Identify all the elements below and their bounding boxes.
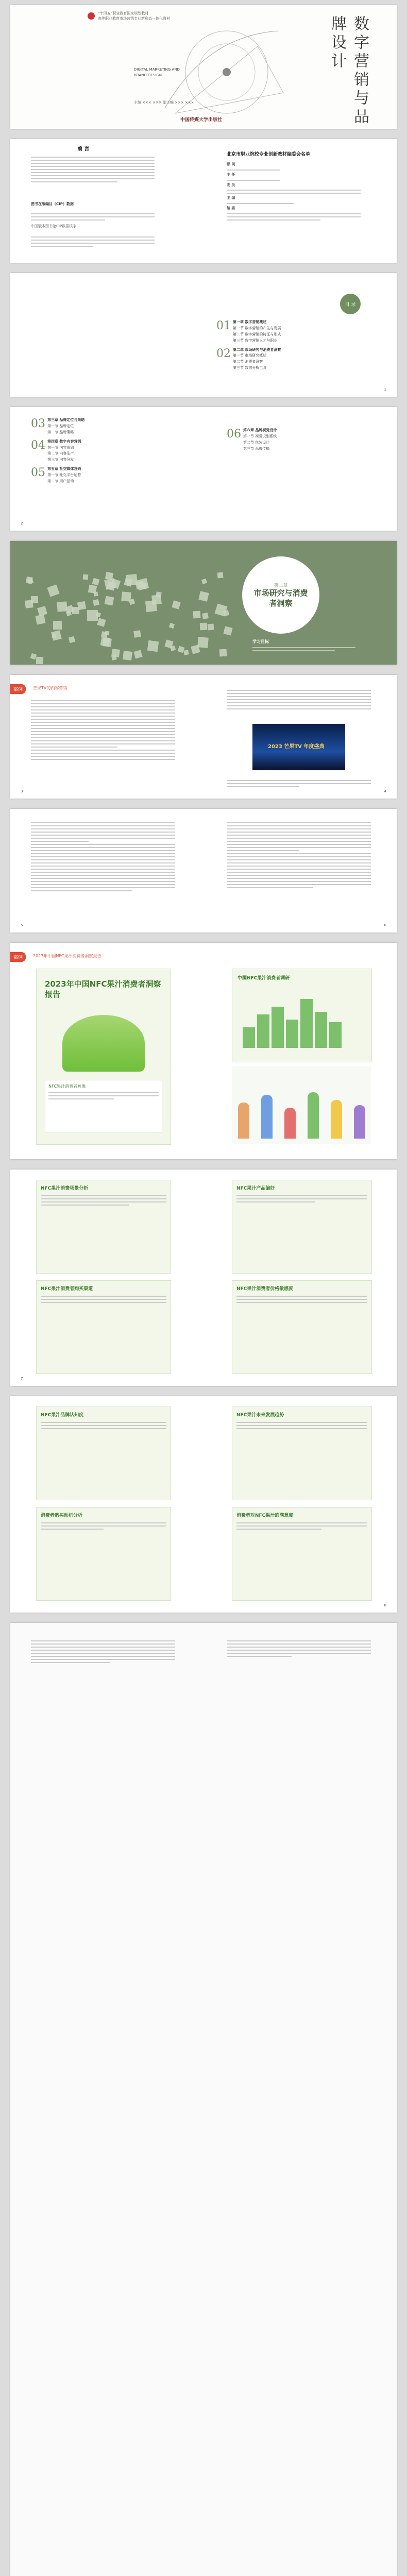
decorative-square xyxy=(170,646,176,651)
toc-chapter-title[interactable]: 第四章 数字内容营销 xyxy=(47,439,81,444)
cover-publisher: 中国传媒大学出版社 xyxy=(180,117,223,123)
chapter-label: 第二章 xyxy=(274,583,288,588)
decorative-square xyxy=(100,637,111,647)
page-number: 4 xyxy=(384,789,386,794)
survey-bars xyxy=(243,991,361,1048)
decorative-square xyxy=(200,623,207,630)
toc-item[interactable]: 第二节 品牌策略 xyxy=(47,430,74,434)
chapter-badge xyxy=(242,556,319,634)
toc-chapter-title[interactable]: 第二章 市场研究与消费者洞察 xyxy=(233,347,281,352)
survey-bar xyxy=(257,1014,269,1048)
infographic-title: NFC果汁消费场景分析 xyxy=(41,1186,89,1191)
survey-bar xyxy=(243,1027,255,1048)
text-spread xyxy=(10,809,397,933)
decorative-square xyxy=(77,601,87,611)
survey-bar xyxy=(300,999,313,1048)
editorial-role: 顾 问 xyxy=(227,162,235,166)
infographic-panel xyxy=(36,1180,171,1274)
preface-spread xyxy=(10,139,397,263)
objectives-heading: 学习目标 xyxy=(252,639,269,644)
decorative-square xyxy=(31,596,38,603)
decorative-square xyxy=(123,651,132,660)
decorative-square xyxy=(183,650,189,655)
case-spread-1 xyxy=(10,675,397,799)
infographic-panel xyxy=(36,1507,171,1601)
decorative-square xyxy=(104,578,116,590)
toc-item[interactable]: 第二节 数字营销的特征与形式 xyxy=(233,332,281,336)
extra-text-left xyxy=(31,1638,175,1665)
report-cover xyxy=(36,969,171,1145)
editorial-role: 编 委 xyxy=(227,206,235,211)
decorative-square xyxy=(92,578,100,586)
decorative-square xyxy=(51,630,62,641)
contents-col-left xyxy=(31,417,175,488)
toc-item[interactable]: 第一节 社交平台运营 xyxy=(47,473,81,478)
contents-heading xyxy=(340,294,361,314)
decorative-square xyxy=(169,623,175,629)
decorative-square xyxy=(156,591,161,597)
cip-block xyxy=(31,211,155,223)
decorative-square xyxy=(53,621,62,630)
toc-item[interactable]: 第二节 包装设计 xyxy=(243,440,270,445)
report-title: 2023年中国NFC果汁消费者洞察报告 xyxy=(45,979,161,999)
infographic-title: 消费者购买动机分析 xyxy=(41,1513,83,1518)
decorative-square xyxy=(141,583,147,589)
toc-item[interactable]: 第二节 内容生产 xyxy=(47,451,74,456)
infographic-panel xyxy=(36,1406,171,1500)
decorative-square xyxy=(37,606,47,616)
decorative-square xyxy=(93,591,98,596)
toc-chapter[interactable] xyxy=(31,439,175,464)
decorative-square xyxy=(207,623,214,630)
infographic-title: NFC果汁品牌认知度 xyxy=(41,1413,84,1418)
decorative-square xyxy=(217,572,223,578)
survey-graphic xyxy=(232,969,372,1062)
contents-heading-text: 目 录 xyxy=(345,302,356,308)
infographic-panel xyxy=(232,1406,372,1500)
decorative-square xyxy=(36,615,46,625)
infographic-title: NFC果汁消费者价格敏感度 xyxy=(236,1286,294,1292)
chapter-title: 市场研究与消费者洞察 xyxy=(253,588,308,608)
decorative-square xyxy=(69,636,75,643)
cover-en-title: DIGITAL MARKETING AND BRAND DESIGN xyxy=(134,67,180,77)
preface-text-block xyxy=(31,155,155,184)
toc-chapter[interactable] xyxy=(216,347,361,372)
cover-page xyxy=(10,5,397,129)
editorial-role: 主 任 xyxy=(227,172,235,177)
editorial-role: 主 编 xyxy=(227,196,235,200)
decorative-square xyxy=(172,600,180,609)
cover-authors: 主编 ××× ××× 副主编 ××× ××× xyxy=(134,100,194,105)
decorative-square xyxy=(201,579,207,584)
toc-chapter-num: 05 xyxy=(31,466,45,480)
contents-spread-2 xyxy=(10,407,397,531)
survey-title: 中国NFC果汁消费者调研 xyxy=(238,976,290,981)
cip-title: 图书在版编目（CIP）数据 xyxy=(31,202,74,206)
toc-item[interactable]: 第一节 品牌定位 xyxy=(47,423,74,428)
infographic-title: NFC果汁产品偏好 xyxy=(236,1186,275,1191)
contents-col-right xyxy=(216,319,361,375)
infographic-title: NFC果汁消费者购买渠道 xyxy=(41,1286,93,1292)
decorative-square xyxy=(93,599,99,606)
decorative-square xyxy=(36,657,43,664)
case-badge: 案例 xyxy=(10,684,26,694)
toc-chapter[interactable] xyxy=(216,319,361,344)
imprint-block xyxy=(31,234,155,249)
toc-item[interactable]: 第二节 用户互动 xyxy=(47,479,74,484)
cover-title: 数字营销与品牌设计 xyxy=(328,15,369,127)
report-panel xyxy=(45,1080,162,1132)
infographic-panel xyxy=(232,1280,372,1374)
decorative-square xyxy=(97,618,106,626)
decorative-square xyxy=(111,649,120,657)
survey-bar xyxy=(286,1020,298,1048)
case-text-left xyxy=(31,698,175,762)
case-spread-2 xyxy=(10,943,397,1159)
event-photo-text: 2023 芒果TV 年度盛典 xyxy=(268,744,325,750)
event-photo xyxy=(252,724,345,770)
toc-chapter[interactable] xyxy=(227,428,371,452)
toc-item[interactable]: 第三节 品牌传播 xyxy=(243,446,270,451)
decorative-square xyxy=(197,637,209,648)
editorial-list xyxy=(227,162,361,223)
toc-chapter-num: 01 xyxy=(216,319,231,332)
decorative-square xyxy=(105,596,114,606)
decorative-square xyxy=(198,591,209,601)
toc-chapter-title[interactable]: 第六章 品牌视觉设计 xyxy=(243,428,277,432)
toc-chapter-num: 03 xyxy=(31,417,45,430)
decorative-square xyxy=(47,584,59,597)
infographic-spread-2 xyxy=(10,1396,397,1613)
cover-header-line2: 高等职业教育市场营销专业新形态一体化教材 xyxy=(98,16,170,21)
toc-chapter-num: 02 xyxy=(216,347,231,360)
survey-bar xyxy=(329,1022,342,1048)
case-text-right-2 xyxy=(227,778,371,789)
toc-chapter-num: 04 xyxy=(31,438,45,452)
emblem-icon xyxy=(88,12,95,20)
cip-note: 中国版本图书馆CIP数据核字 xyxy=(31,224,77,228)
toc-item[interactable]: 第二节 消费者洞察 xyxy=(233,360,263,364)
toc-item[interactable]: 第一节 市场研究概述 xyxy=(233,353,267,358)
decorative-square xyxy=(133,650,142,658)
toc-chapter[interactable] xyxy=(31,466,175,485)
toc-item[interactable]: 第三节 数据分析工具 xyxy=(233,366,267,370)
page-number: 2 xyxy=(21,521,23,526)
chapter-opener xyxy=(10,541,397,665)
decorative-square xyxy=(26,577,33,584)
decorative-square xyxy=(147,640,159,652)
toc-item[interactable]: 第三节 内容分发 xyxy=(47,457,74,462)
decorative-square xyxy=(126,574,138,586)
text-spread-extra xyxy=(10,1623,397,2576)
infographic-panel xyxy=(232,1180,372,1274)
decorative-square xyxy=(219,649,227,657)
infographic-title: 消费者对NFC果汁的满意度 xyxy=(236,1513,294,1518)
toc-chapter-num: 06 xyxy=(227,428,241,440)
contents-spread-1 xyxy=(10,273,397,397)
report-panel-title: NFC果汁消费者画像 xyxy=(48,1084,86,1089)
page-number: 8 xyxy=(384,1603,386,1608)
case-badge: 案例 xyxy=(10,952,26,962)
editorial-title: 北京市职业院校专业创新教材编委会名单 xyxy=(227,152,311,157)
page-number: 5 xyxy=(21,923,23,928)
decorative-square xyxy=(202,613,209,619)
case-text-right xyxy=(227,688,371,711)
case-title: 2023年中国NFC果汁消费者洞察报告 xyxy=(33,954,101,958)
infographic-spread-1 xyxy=(10,1170,397,1386)
toc-item[interactable]: 第一节 内容策划 xyxy=(47,445,74,450)
infographic-panel xyxy=(232,1507,372,1601)
editorial-role: 委 员 xyxy=(227,182,235,187)
people-illustration xyxy=(232,1066,371,1144)
page-number: 3 xyxy=(21,789,23,794)
toc-chapter-title[interactable]: 第三章 品牌定位与策略 xyxy=(47,418,85,422)
cover-header-line1: “十四五”职业教育国家规划教材 xyxy=(98,11,149,15)
survey-bar xyxy=(272,1007,284,1048)
text-col-right xyxy=(227,820,371,890)
extra-text-right xyxy=(227,1638,371,1659)
page-number: 6 xyxy=(384,923,386,928)
decorative-square xyxy=(83,574,89,580)
case-title: 芒果TV的内容营销 xyxy=(33,686,67,690)
text-col-left xyxy=(31,820,175,893)
toc-item[interactable]: 第三节 数字营销人才与职业 xyxy=(233,338,278,343)
decorative-square xyxy=(193,611,201,619)
toc-item[interactable]: 第一节 视觉识别系统 xyxy=(243,434,277,438)
survey-bar xyxy=(315,1012,327,1048)
decorative-square xyxy=(121,591,131,602)
preface-heading: 前 言 xyxy=(77,146,90,152)
contents-col-right-2 xyxy=(227,428,371,455)
toc-item[interactable]: 第一节 数字营销的产生与发展 xyxy=(233,326,281,330)
report-art xyxy=(62,1015,145,1072)
page-number: 1 xyxy=(384,387,386,392)
infographic-title: NFC果汁未来发展趋势 xyxy=(236,1413,284,1418)
infographic-panel xyxy=(36,1280,171,1374)
toc-chapter-title[interactable]: 第一章 数字营销概述 xyxy=(233,320,267,324)
toc-chapter-title[interactable]: 第五章 社交媒体营销 xyxy=(47,467,81,471)
objectives-block xyxy=(252,645,355,653)
toc-chapter[interactable] xyxy=(31,417,175,436)
decorative-square xyxy=(133,630,141,638)
decorative-square xyxy=(145,600,157,612)
decorative-square xyxy=(224,626,233,636)
page-number: 7 xyxy=(21,1377,23,1381)
